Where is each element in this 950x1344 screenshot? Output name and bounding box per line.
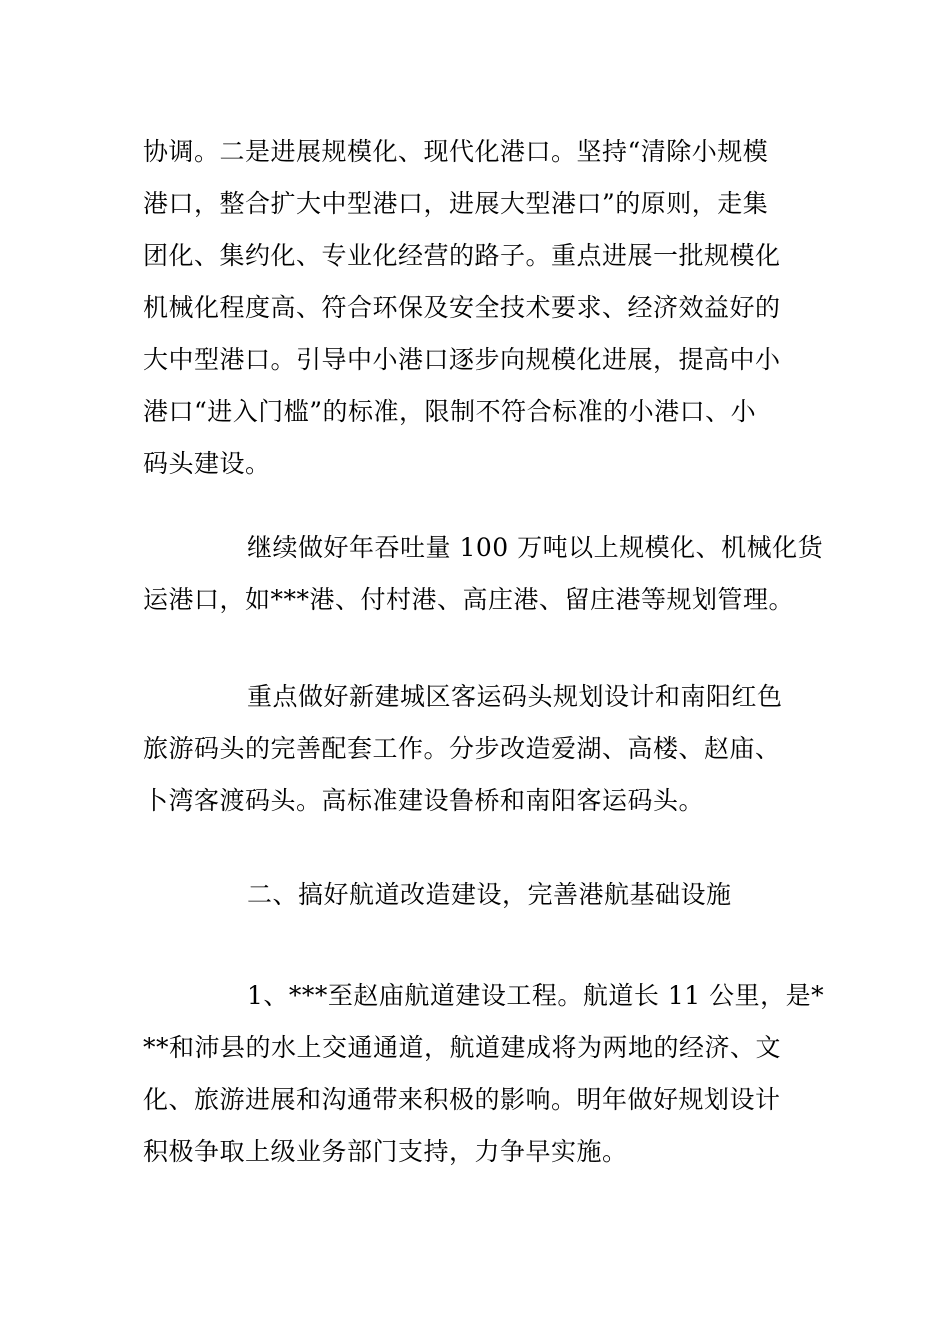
section-heading-text: 二、搞好航道改造建设，完善港航基础设施	[247, 880, 732, 909]
paragraph-line: 运港口，如***港、付村港、高庄港、留庄港等规划管理。	[143, 585, 795, 614]
paragraph-line: 港口“进入门槛”的标准，限制不符合标准的小港口、小	[143, 397, 757, 426]
paragraph-line: 化、旅游进展和沟通带来积极的影响。明年做好规划设计	[143, 1085, 781, 1114]
paragraph-line: 积极争取上级业务部门支持，力争早实施。	[143, 1137, 628, 1166]
paragraph-line: 协调。二是进展规模化、现代化港口。坚持“清除小规模	[143, 137, 769, 166]
paragraph-line: **和沛县的水上交通通道，航道建成将为两地的经济、文	[143, 1033, 782, 1062]
paragraph-line: 港口，整合扩大中型港口，进展大型港口”的原则，走集	[143, 189, 769, 218]
paragraph-line: 团化、集约化、专业化经营的路子。重点进展一批规模化	[143, 241, 781, 270]
paragraph-line: 大中型港口。引导中小港口逐步向规模化进展，提高中小	[143, 345, 781, 374]
paragraph-cargo-ports	[143, 522, 824, 626]
paragraph-line: 机械化程度高、符合环保及安全技术要求、经济效益好的	[143, 293, 781, 322]
paragraph-line: 继续做好年吞吐量 100 万吨以上规模化、机械化货	[247, 533, 824, 562]
paragraph-line: 1、***至赵庙航道建设工程。航道长 11 公里，是*	[247, 981, 825, 1010]
paragraph-line: 旅游码头的完善配套工作。分步改造爱湖、高楼、赵庙、	[143, 734, 781, 763]
paragraph-passenger-terminals	[143, 671, 808, 827]
paragraph-port-scale	[143, 126, 808, 490]
paragraph-line: 卜湾客渡码头。高标准建设鲁桥和南阳客运码头。	[143, 786, 705, 815]
paragraph-waterway-project	[143, 970, 825, 1178]
section-heading	[143, 869, 808, 921]
paragraph-line: 码头建设。	[143, 449, 271, 478]
paragraph-line: 重点做好新建城区客运码头规划设计和南阳红色	[247, 682, 783, 711]
